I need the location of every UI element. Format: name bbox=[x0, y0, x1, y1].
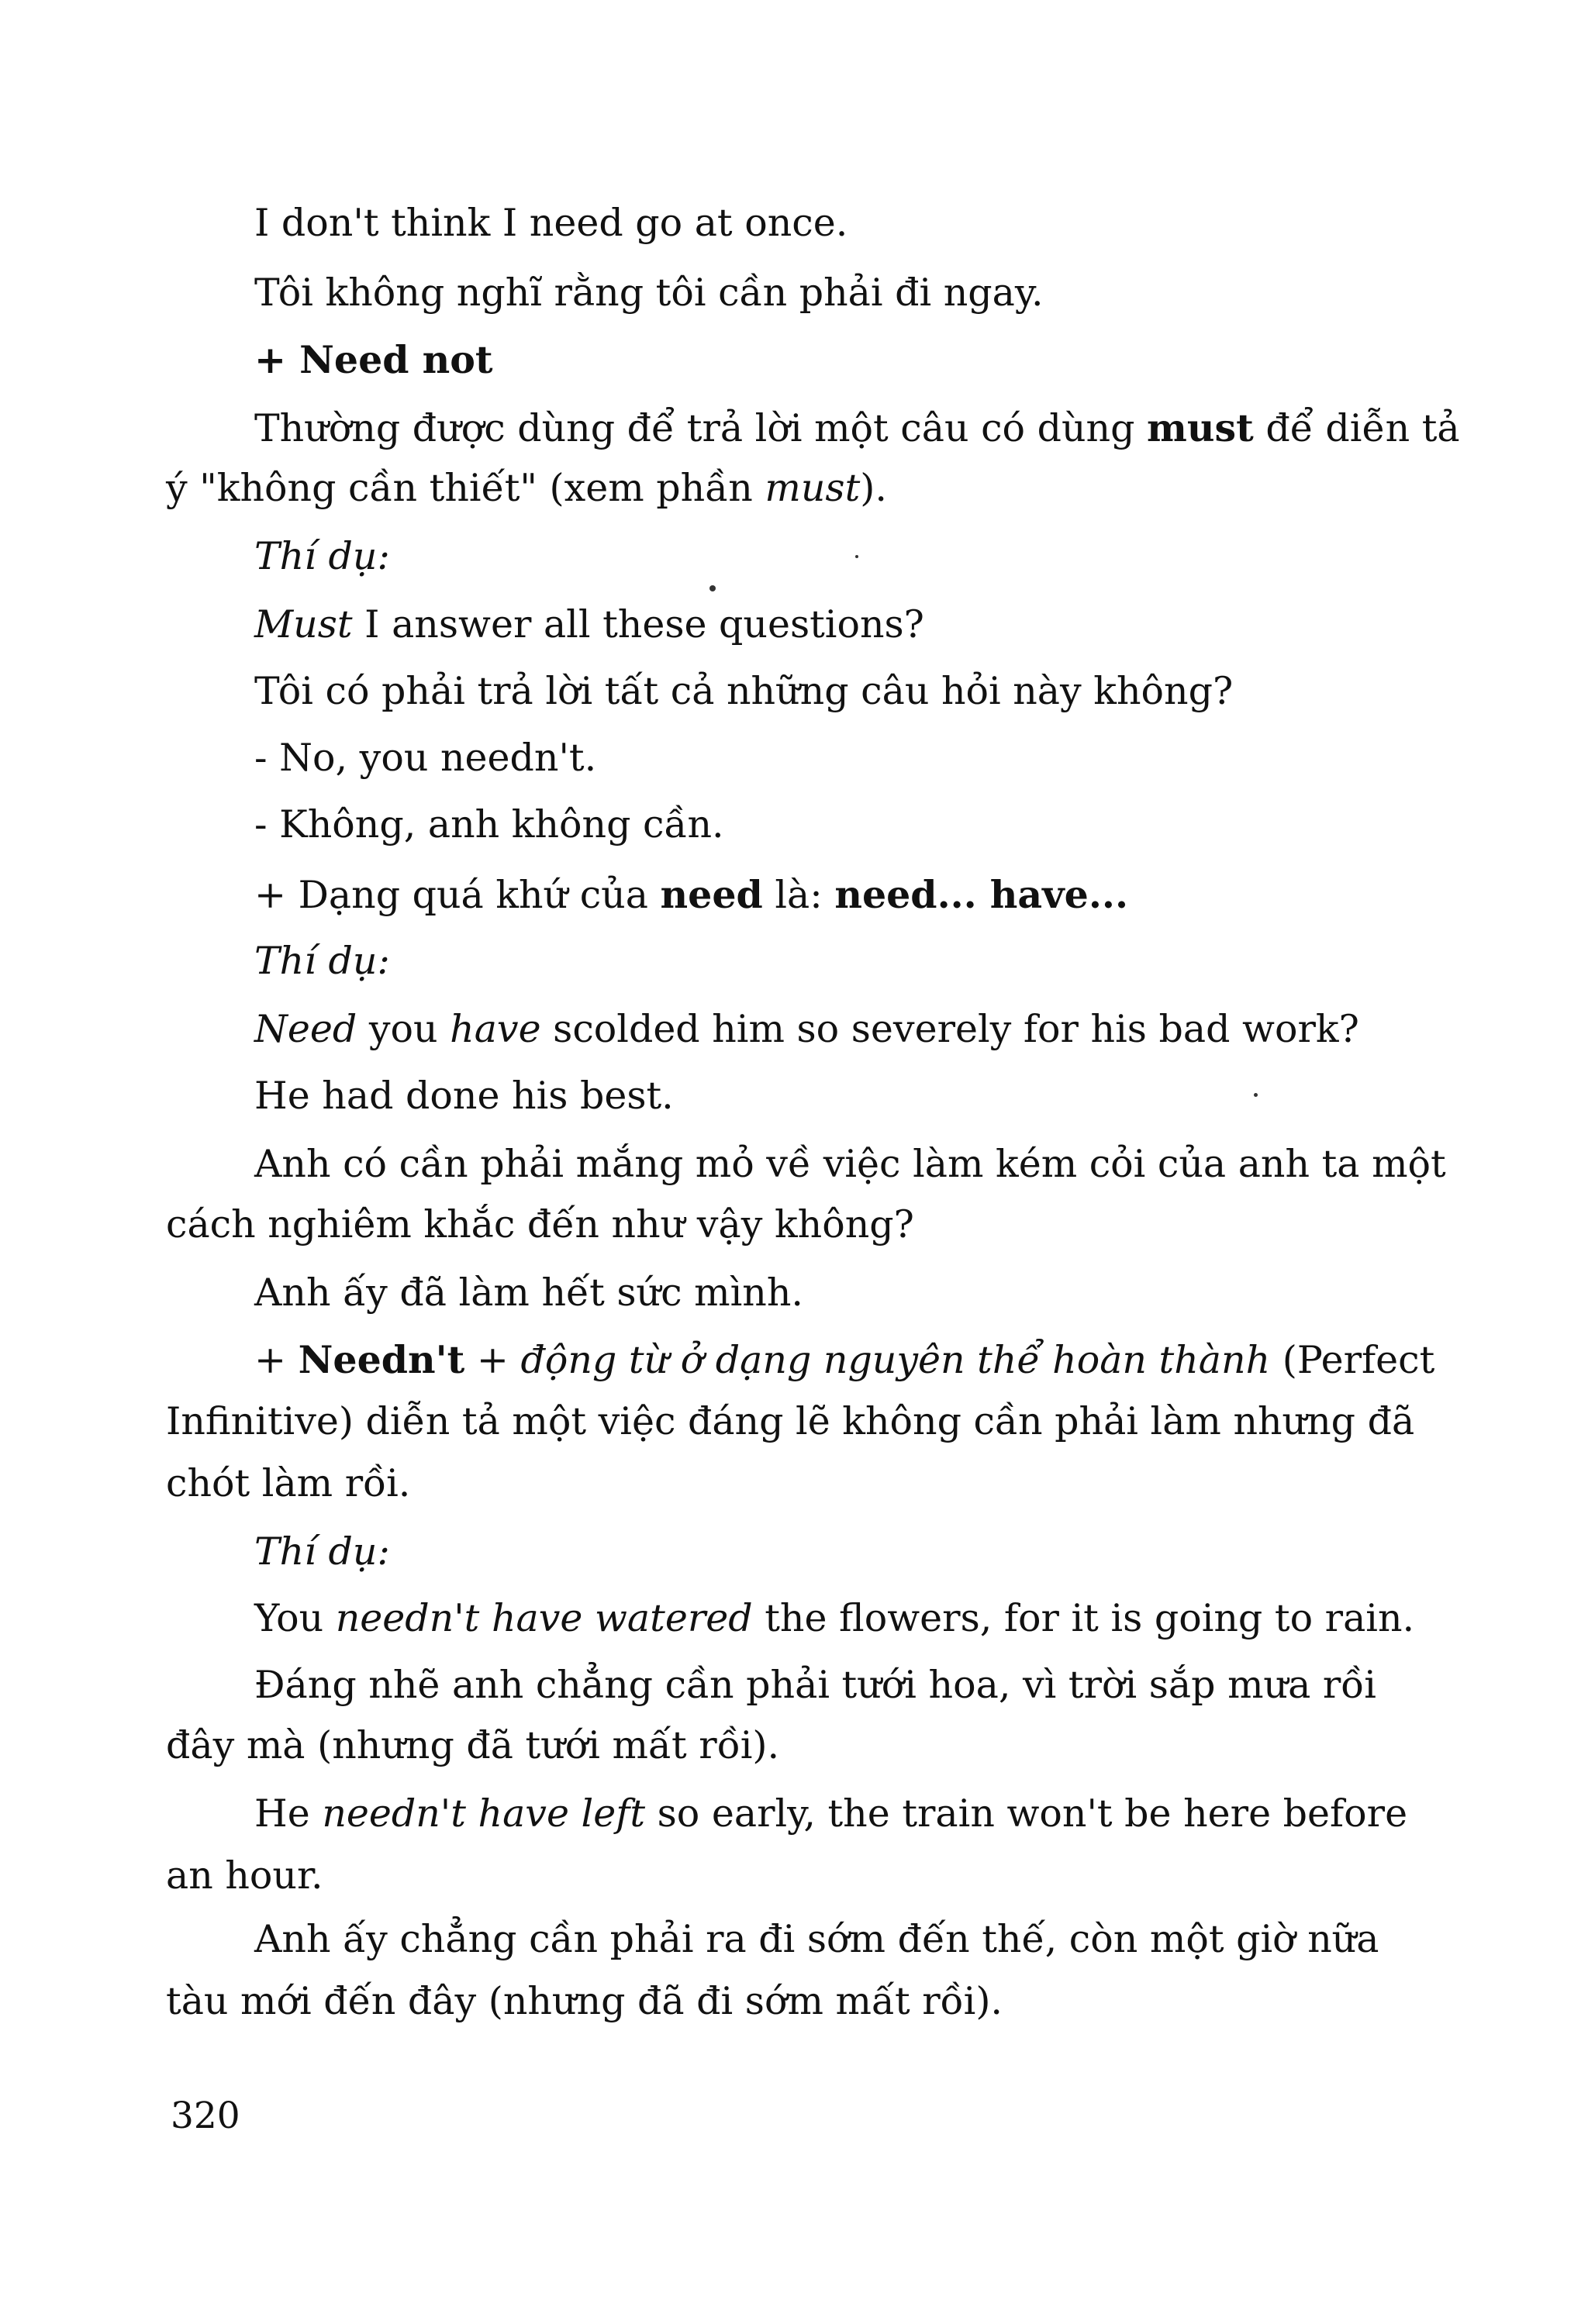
text-line bbox=[166, 1202, 914, 1248]
text-segment: the flowers, for it is going to rain. bbox=[752, 1596, 1415, 1640]
text-segment: You bbox=[254, 1596, 336, 1640]
text-line bbox=[254, 200, 848, 247]
text-segment: Infinitive) diễn tả một việc đáng lẽ không cần phải làm nhưng đã bbox=[166, 1399, 1415, 1443]
text-line bbox=[166, 465, 887, 512]
text-segment: - No, you needn't. bbox=[254, 736, 597, 780]
text-line bbox=[254, 533, 390, 580]
text-line bbox=[254, 1791, 1407, 1837]
text-line bbox=[254, 735, 596, 781]
text-segment: I don't think I need go at once. bbox=[254, 201, 848, 245]
text-segment: Đáng nhẽ anh chẳng cần phải tưới hoa, vì trời sắp mưa rồi bbox=[254, 1663, 1376, 1707]
text-segment: Tôi không nghĩ rằng tôi cần phải đi ngay. bbox=[254, 271, 1044, 315]
text-line bbox=[166, 1853, 323, 1899]
italic-term: needn't have watered bbox=[335, 1596, 753, 1640]
text-segment: you bbox=[357, 1007, 451, 1051]
text-segment: + bbox=[464, 1338, 521, 1382]
text-line bbox=[254, 270, 1044, 316]
text-segment: chót làm rồi. bbox=[166, 1461, 411, 1505]
text-segment: là: bbox=[762, 873, 835, 917]
text-line bbox=[254, 1336, 1434, 1384]
scan-speck bbox=[1254, 1093, 1258, 1097]
text-segment: + Dạng quá khứ của bbox=[254, 873, 661, 917]
text-segment: He had done his best. bbox=[254, 1074, 674, 1118]
text-line bbox=[254, 1916, 1379, 1963]
text-line bbox=[254, 871, 1128, 919]
text-line bbox=[254, 1662, 1376, 1709]
text-line bbox=[254, 938, 390, 984]
text-line bbox=[254, 336, 493, 384]
scan-speck bbox=[709, 585, 716, 591]
text-line bbox=[254, 405, 1460, 452]
italic-term: Thí dụ: bbox=[254, 1529, 390, 1574]
text-line bbox=[166, 1398, 1414, 1445]
text-line bbox=[166, 1460, 410, 1507]
text-segment: để diễn tả bbox=[1253, 406, 1460, 450]
text-segment: scolded him so severely for his bad work? bbox=[540, 1007, 1359, 1051]
italic-term: Need bbox=[254, 1007, 357, 1051]
text-segment: Thường được dùng để trả lời một câu có dùng bbox=[254, 406, 1148, 450]
text-line bbox=[254, 1595, 1414, 1642]
text-line bbox=[254, 1141, 1446, 1188]
text-segment: Tôi có phải trả lời tất cả những câu hỏi này không? bbox=[254, 669, 1234, 713]
italic-term: Thí dụ: bbox=[254, 534, 390, 578]
text-segment: ý "không cần thiết" (xem phần bbox=[166, 466, 765, 510]
text-segment: I answer all these questions? bbox=[352, 602, 924, 647]
text-segment: Anh có cần phải mắng mỏ về việc làm kém cỏi của anh ta một bbox=[254, 1142, 1446, 1186]
text-line bbox=[254, 1006, 1359, 1053]
italic-term: động từ ở dạng nguyên thể hoàn thành bbox=[520, 1338, 1271, 1382]
text-segment: He bbox=[254, 1791, 323, 1836]
italic-term: Must bbox=[254, 602, 353, 647]
text-segment: - Không, anh không cần. bbox=[254, 802, 724, 847]
scan-speck bbox=[855, 555, 858, 558]
page-number: 320 bbox=[171, 2095, 240, 2137]
text-line bbox=[254, 668, 1233, 715]
italic-term: must bbox=[765, 466, 861, 510]
text-line bbox=[254, 1270, 803, 1316]
text-segment: (Perfect bbox=[1270, 1338, 1435, 1382]
bold-term: need bbox=[660, 872, 763, 917]
bold-term: Needn't bbox=[298, 1337, 465, 1382]
text-segment: cách nghiêm khắc đến như vậy không? bbox=[166, 1202, 914, 1246]
text-segment: + bbox=[254, 1338, 299, 1382]
italic-term: needn't have left bbox=[322, 1791, 646, 1836]
italic-term: Thí dụ: bbox=[254, 939, 390, 983]
text-segment: an hour. bbox=[166, 1853, 323, 1898]
bold-term: + Need not bbox=[254, 337, 493, 382]
text-segment: Anh ấy chẳng cần phải ra đi sớm đến thế, còn một giờ nữa bbox=[254, 1917, 1379, 1961]
text-segment: Anh ấy đã làm hết sức mình. bbox=[254, 1271, 803, 1315]
text-line bbox=[254, 1529, 390, 1575]
text-segment: ). bbox=[860, 466, 887, 510]
text-line bbox=[254, 602, 924, 648]
text-line bbox=[254, 1073, 674, 1119]
text-line bbox=[166, 1978, 1003, 2025]
text-segment: đây mà (nhưng đã tưới mất rồi). bbox=[166, 1723, 780, 1767]
bold-term: must bbox=[1147, 405, 1254, 450]
text-line bbox=[254, 802, 724, 848]
bold-term: need... have... bbox=[834, 872, 1129, 917]
italic-term: have bbox=[450, 1007, 541, 1051]
text-segment: tàu mới đến đây (nhưng đã đi sớm mất rồi). bbox=[166, 1979, 1003, 2023]
text-segment: so early, the train won't be here before bbox=[645, 1791, 1408, 1836]
text-line bbox=[166, 1722, 779, 1769]
